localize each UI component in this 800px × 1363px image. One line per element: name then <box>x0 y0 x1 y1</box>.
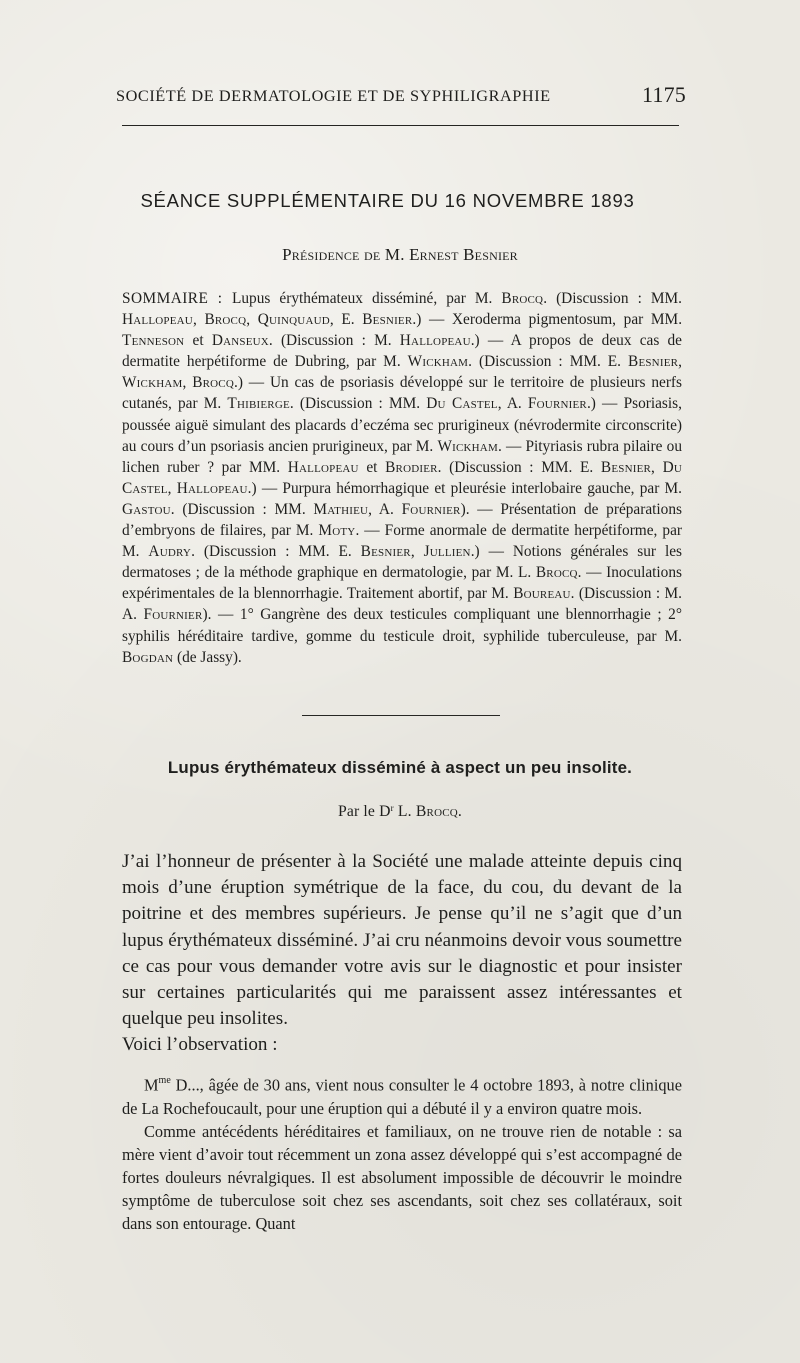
summary-text-segment: . (Discussion : MM. E. <box>468 353 629 371</box>
summary-author-name: Wickham <box>407 353 469 371</box>
summary-text-segment: . (Discussion : MM. E. <box>191 543 361 561</box>
summary-author-name: Fournier <box>143 606 203 624</box>
summary-text-segment: , E. <box>329 311 363 329</box>
summary-text-segment: .) — Un cas de psoriasis développé sur le territoire de plusieurs nerfs cutanés, par M. <box>122 374 683 413</box>
session-title: SÉANCE SUPPLÉMENTAIRE DU 16 NOVEMBRE 1893 <box>140 190 635 211</box>
patient-title-superscript: me <box>158 1075 171 1086</box>
summary-label: SOMMAIRE : <box>122 290 233 307</box>
page-number: 1175 <box>642 82 686 107</box>
summary-text-segment: , <box>182 374 193 392</box>
summary-author-name: Brocq <box>501 290 544 307</box>
summary-author-name: Jullien <box>423 543 471 561</box>
section-rule <box>302 715 500 716</box>
summary-author-name: Brodier <box>385 458 438 476</box>
observation-paragraph-history: Comme antécédents héréditaires et familiaux, on ne trouve rien de notable : sa mère vient d’avoir tout récemment un zona assez développé qui s’est accompagné de fortes douleurs névralgiques. Il est absolument impossible de découvrir le moindre symptôme de tuberculose soit chez ses ascendants, soit chez ses collatéraux, soit dans son entourage. Quant <box>122 1121 682 1233</box>
summary-author-name: Mathieu <box>313 500 369 518</box>
summary-author-name: Gastou <box>122 500 171 518</box>
summary-author-name: Danseux <box>211 332 269 350</box>
summary-author-name: Brocq <box>204 311 247 329</box>
summary-author-name: Besnier <box>360 543 411 561</box>
summary-text-segment: . — Forme anormale de dermatite herpétiforme, par M. <box>122 522 682 561</box>
presidency-line: Présidence de M. Ernest Besnier <box>282 245 518 264</box>
summary-text-segment: , A. <box>368 500 402 518</box>
summary-text-segment: . (Discussion : MM. <box>289 395 427 413</box>
summary-text-segment: , <box>192 311 205 329</box>
patient-title-prefix: M <box>144 1075 159 1095</box>
running-title: SOCIÉTÉ DE DERMATOLOGIE ET DE SYPHILIGRAPHIE <box>116 86 551 105</box>
summary-author-name: Boureau <box>513 585 571 603</box>
summary-author-name: Besnier <box>362 311 413 329</box>
summary-paragraph <box>122 288 682 668</box>
summary-author-name: Audry <box>148 543 192 561</box>
summary-author-name: Wickham <box>122 374 183 392</box>
summary-text-segment: (de Jassy). <box>173 648 242 666</box>
summary-author-name: Besnier <box>628 353 679 371</box>
summary-text-segment: .) — Notions générales sur les dermatoses ; de la méthode graphique en dermatologie, par M. L. <box>122 543 682 582</box>
byline <box>0 802 800 821</box>
summary-author-name: Thibierge <box>227 395 290 413</box>
byline-superscript: r <box>390 803 394 813</box>
header-rule <box>122 125 679 126</box>
summary-text-segment: et <box>184 332 212 350</box>
summary-author-name: Hallopeau <box>399 332 471 350</box>
observation-paragraph-patient <box>122 1070 682 1120</box>
summary-author-name: Brocq <box>192 374 234 392</box>
summary-text-segment: , <box>167 479 177 497</box>
summary-text-segment: ). — 1° Gangrène des deux testicules compliquant une blennorrhagie ; 2° syphilis héréditaire tardive, gomme du testicule droit, syphilide tuberculeuse, par M. <box>122 606 682 645</box>
summary-text-segment: . — Pityriasis rubra pilaire ou lichen ruber ? par MM. <box>122 437 682 476</box>
summary-author-name: Hallopeau <box>122 311 193 329</box>
summary-text-segment: .) — A propos de deux cas de dermatite herpétiforme de Dubring, par M. <box>122 332 682 371</box>
summary-author-name: Wickham <box>437 437 498 455</box>
introduction-text <box>122 849 682 1059</box>
byline-prefix: Par le D <box>337 803 391 821</box>
author-name: L. Brocq. <box>393 803 463 821</box>
summary-text-segment: . (Discussion : MM. <box>543 290 683 307</box>
summary-text-segment: , A. <box>497 395 528 413</box>
summary-author-name: Hallopeau <box>176 479 248 497</box>
summary-text-segment: ). — Présentation de préparations d’embryons de filaires, par M. <box>122 500 682 540</box>
summary-text-segment: , <box>651 458 663 476</box>
summary-author-name: Fournier <box>527 395 587 413</box>
summary-text-segment: .) — Purpura hémorrhagique et pleurésie interlobaire gauche, par M. <box>247 479 683 497</box>
patient-introduction: D..., âgée de 30 ans, vient nous consulter le 4 octobre 1893, à notre clinique de La Rochefoucault, pour une éruption qui a débuté il y a environ quatre mois. <box>122 1075 682 1118</box>
summary-text-segment: . — Inoculations expérimentales de la blennorrhagie. Traitement abortif, par M. <box>122 564 682 603</box>
summary-author-name: Brocq <box>535 564 578 582</box>
summary-author-name: Tenneson <box>122 332 185 350</box>
summary-text-segment: , <box>410 543 424 561</box>
summary-text-segment: et <box>358 458 386 476</box>
summary-text-segment: , <box>246 311 258 329</box>
summary-author-name: Quinquaud <box>257 311 330 329</box>
summary-text-segment: . (Discussion : M. <box>268 332 400 350</box>
summary-text-segment: , <box>678 353 682 371</box>
summary-text-segment: . (Discussion : MM. E. <box>437 458 601 476</box>
summary-text-segment: .) — Xeroderma pigmentosum, par MM. <box>412 311 683 329</box>
summary-author-name: Moty <box>318 522 356 540</box>
running-header <box>116 82 686 112</box>
summary-author-name: Du Castel <box>122 458 682 497</box>
summary-text-segment: Lupus érythémateux disséminé, par M. <box>232 290 502 307</box>
summary-author-name: Fournier <box>401 500 461 518</box>
summary-text-segment: .) — Psoriasis, poussée aiguë simulant des placards d’eczéma sec prurigineux (névrodermite circonscrite) au cours d’un psoriasis ancien prurigineux, par M. <box>122 395 682 455</box>
summary-content <box>122 290 682 666</box>
observation-heading: Voici l’observation : <box>122 1034 278 1056</box>
summary-author-name: Bogdan <box>122 648 174 666</box>
summary-text-segment: . (Discussion : MM. <box>170 500 314 518</box>
summary-text-segment: . (Discussion : M. A. <box>122 585 682 624</box>
article-title: Lupus érythémateux disséminé à aspect un peu insolite. <box>167 758 633 777</box>
introduction-paragraph: J’ai l’honneur de présenter à la Société une malade atteinte depuis cinq mois d’une éruption symétrique de la face, du cou, du devant de la poitrine et des membres supérieurs. Je pense qu’il ne s’agit que d’un lupus érythémateux disséminé. J’ai cru néanmoins devoir vous soumettre ce cas pour vous demander votre avis sur le diagnostic et pour insister sur certaines particularités qui me paraissent assez intéressantes et quelque peu insolites. <box>122 851 682 1030</box>
summary-author-name: Besnier <box>600 458 652 476</box>
observation-text <box>122 1070 682 1235</box>
summary-author-name: Du Castel <box>426 395 498 413</box>
summary-author-name: Hallopeau <box>287 458 359 476</box>
